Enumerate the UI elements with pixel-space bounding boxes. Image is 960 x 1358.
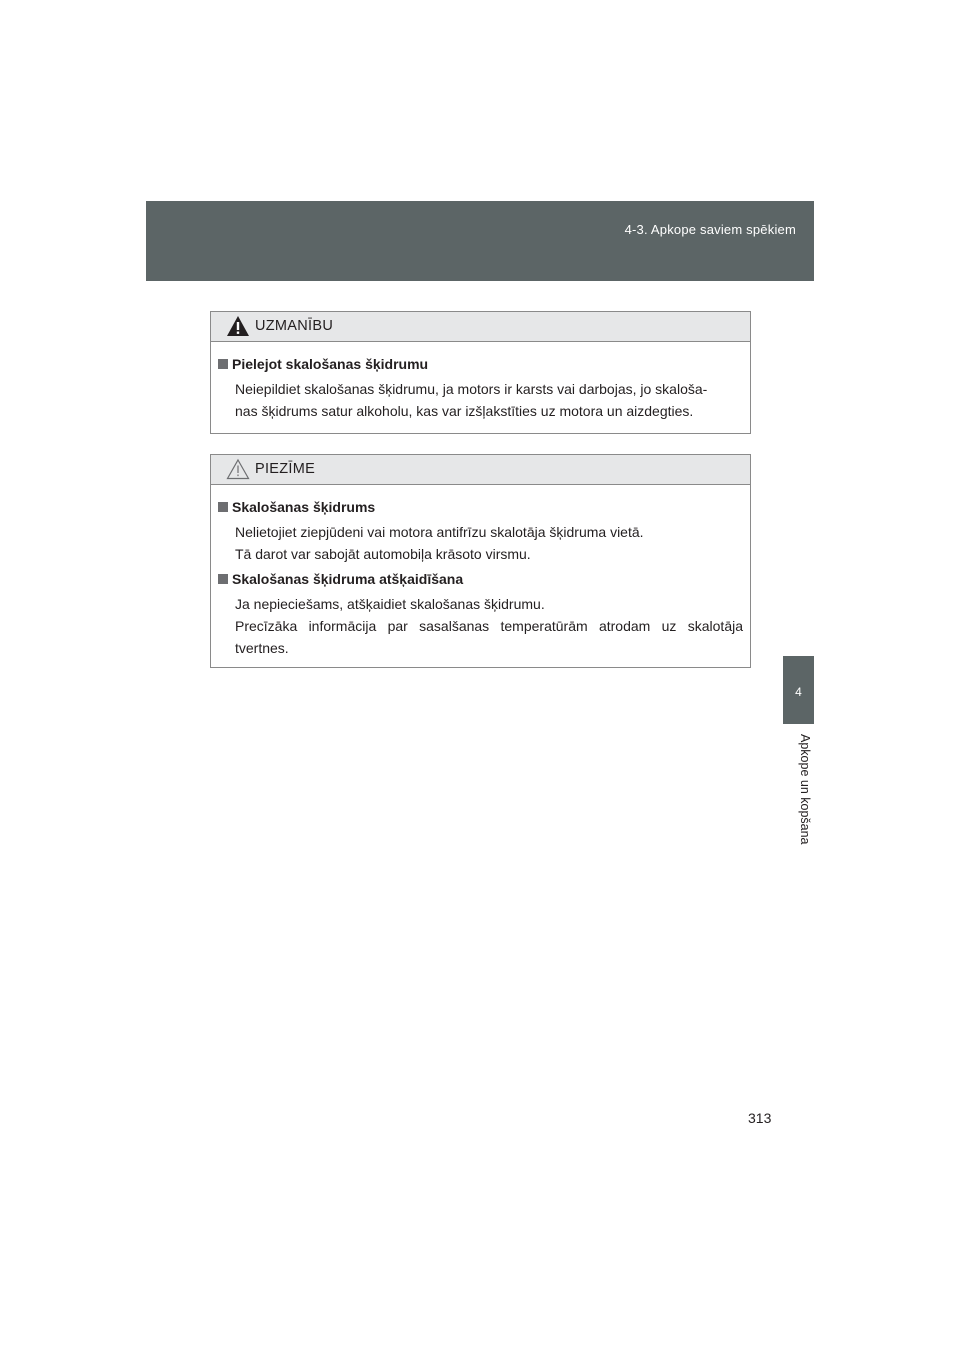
section-header-band: [146, 201, 814, 281]
note-item-text: Nelietojiet ziepjūdeni vai motora antifrīzu skalotāja šķidruma vietā. Tā darot var sabojāt automobiļa krāsoto virsmu.: [235, 524, 644, 562]
note-item-heading: Skalošanas šķidruma atšķaidīšana: [218, 569, 743, 589]
note-title: PIEZĪME: [255, 461, 316, 477]
chapter-number: 4: [795, 685, 802, 699]
warning-triangle-outline-icon: [226, 458, 250, 480]
caution-title: UZMANĪBU: [255, 318, 334, 334]
note-item-heading: Skalošanas šķidrums: [218, 497, 743, 517]
chapter-label: Apkope un kopšana: [798, 734, 812, 845]
caution-box-header: [211, 312, 750, 342]
square-bullet-icon: [218, 574, 228, 584]
note-item-text: Ja nepieciešams, atšķaidiet skalošanas šķidrumu. Precīzāka informācija par sasalšanas temperatūrām atrodam uz skalotāja tvertnes.: [235, 596, 743, 656]
caution-item-heading: Pielejot skalošanas šķidrumu: [218, 354, 743, 374]
note-box-body: [211, 485, 750, 659]
warning-triangle-filled-icon: [226, 315, 250, 337]
section-title: 4-3. Apkope saviem spēkiem: [624, 222, 796, 237]
caution-box: [210, 311, 751, 434]
caution-box-body: [211, 342, 750, 422]
square-bullet-icon: [218, 359, 228, 369]
square-bullet-icon: [218, 502, 228, 512]
note-box: [210, 454, 751, 668]
note-box-header: [211, 455, 750, 485]
chapter-tab: [783, 656, 814, 724]
page-number: 313: [748, 1110, 772, 1126]
caution-item-text: Neiepildiet skalošanas šķidrumu, ja motors ir karsts vai darbojas, jo skaloša- nas šķidrums satur alkoholu, kas var izšļakstīties uz motora un aizdegties.: [235, 381, 708, 419]
